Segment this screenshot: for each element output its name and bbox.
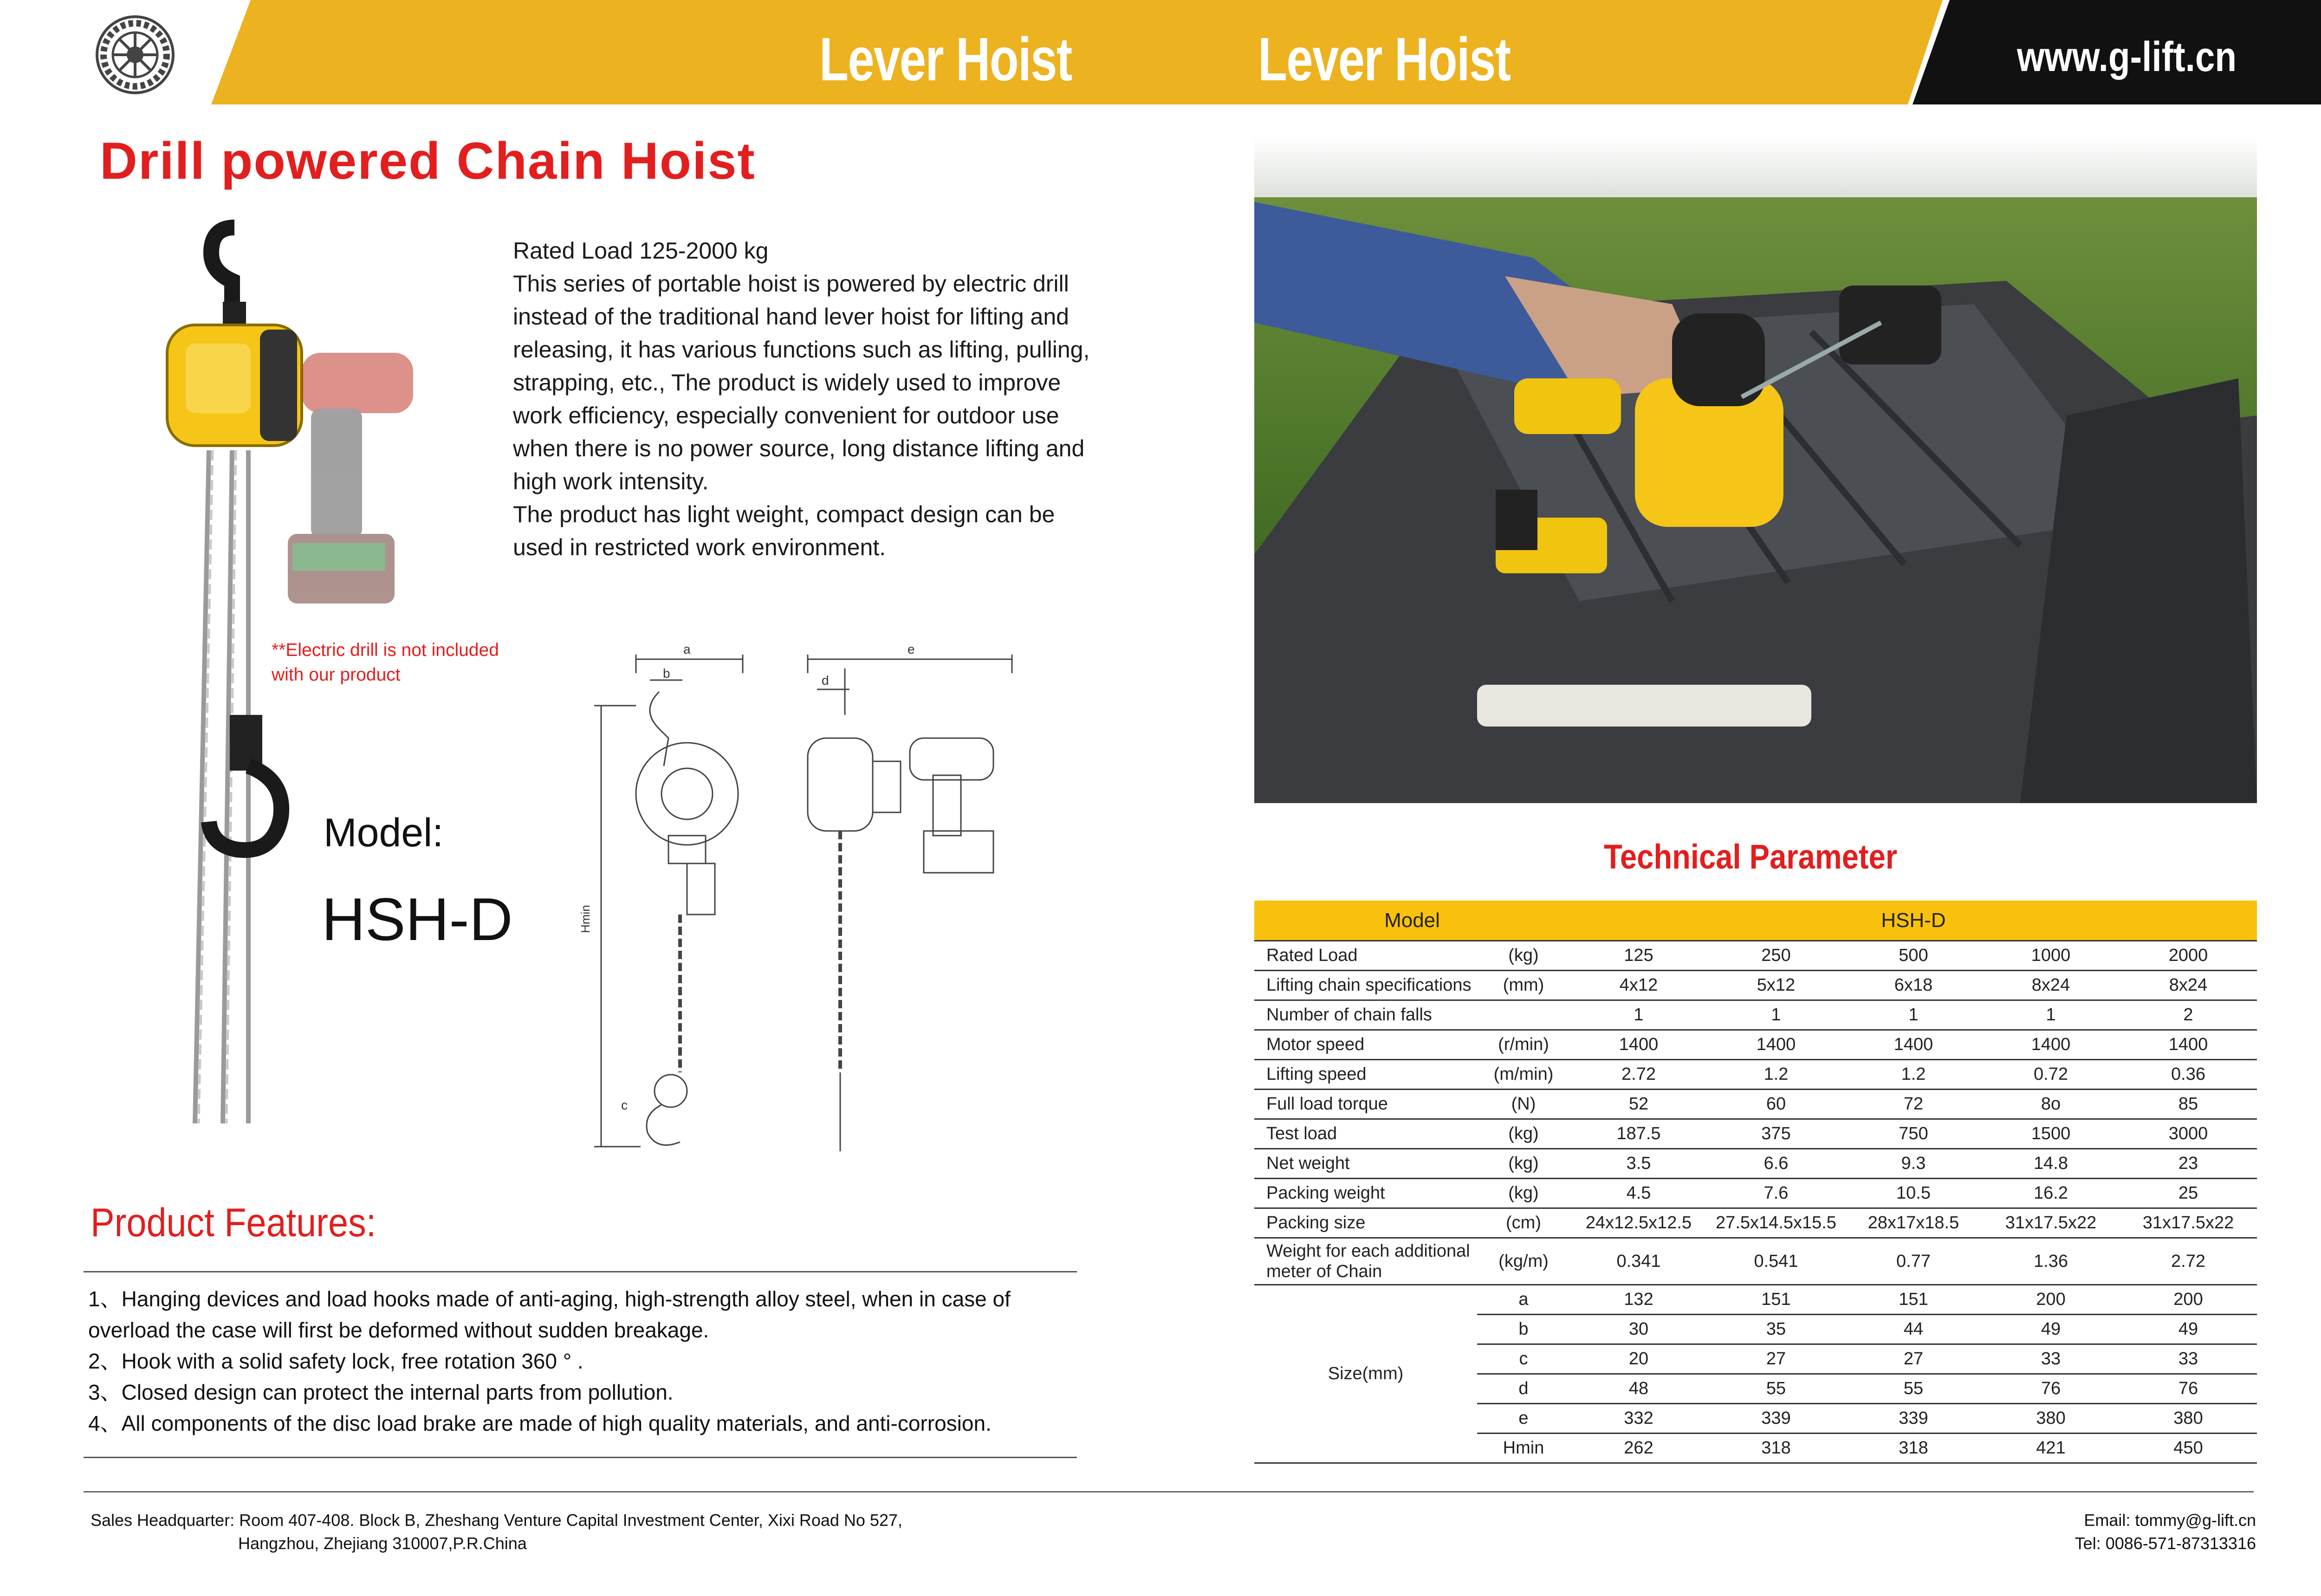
footer-address [91,1509,902,1555]
table-cell: 6x18 [1845,971,1982,1000]
table-cell: 28x17x18.5 [1845,1208,1982,1238]
product-title: Drill powered Chain Hoist [100,132,756,190]
table-row [1254,1119,2257,1149]
table-cell: 0.341 [1570,1238,1707,1285]
size-dimension: c [1477,1344,1570,1374]
table-cell: 125 [1570,941,1707,971]
table-cell: 9.3 [1845,1149,1982,1179]
table-cell: 33 [2120,1344,2257,1374]
row-unit [1477,1000,1570,1030]
table-cell: 1500 [1982,1119,2120,1149]
table-cell: 318 [1845,1434,1982,1463]
table-row [1254,971,2257,1000]
table-cell: 450 [2120,1434,2257,1463]
dimension-drawing [576,645,1044,1161]
table-cell: 76 [1982,1374,2120,1404]
table-cell: 1400 [1982,1030,2120,1060]
table-cell: 750 [1845,1119,1982,1149]
row-label: Packing size [1254,1208,1477,1238]
table-cell: 8o [1982,1090,2120,1119]
table-cell: 200 [1982,1285,2120,1315]
header-title-right: Lever Hoist [1258,25,1511,93]
size-dimension: b [1477,1315,1570,1344]
table-cell: 48 [1570,1374,1707,1404]
table-cell: 25 [2120,1179,2257,1208]
table-cell: 72 [1845,1090,1982,1119]
table-cell: 0.77 [1845,1238,1982,1285]
description-paragraph: This series of portable hoist is powered by electric drill instead of the traditional hand lever hoist for lifting and releasing, it has various functions such as lifting, pulling, strapping, etc., The product is widely used to improve work efficiency, especially convenient for outdoor use when there is no power source, long distance lifting and high work intensity. [513,271,1090,494]
table-cell: 10.5 [1845,1179,1982,1208]
address-line: Sales Headquarter: Room 407-408. Block B, Zheshang Venture Capital Investment Center, Xixi Road No 527, [91,1511,902,1530]
row-unit: (r/min) [1477,1030,1570,1060]
row-label: Lifting speed [1254,1060,1477,1090]
table-cell: 2 [2120,1000,2257,1030]
table-cell: 0.541 [1707,1238,1845,1285]
dim-label-b: b [663,666,670,681]
row-unit: (kg) [1477,1149,1570,1179]
table-cell: 187.5 [1570,1119,1707,1149]
address-line: Hangzhou, Zhejiang 310007,P.R.China [238,1534,527,1553]
table-cell: 20 [1570,1344,1707,1374]
row-label: Number of chain falls [1254,1000,1477,1030]
table-cell: 132 [1570,1285,1707,1315]
table-cell: 8x24 [1982,971,2120,1000]
table-cell: 4.5 [1570,1179,1707,1208]
table-cell: 151 [1707,1285,1845,1315]
feature-item: 2、Hook with a solid safety lock, free rotation 360 ° . [88,1349,583,1373]
table-cell: 33 [1982,1344,2120,1374]
table-cell: 52 [1570,1090,1707,1119]
footer-divider [84,1491,2254,1492]
table-cell: 421 [1982,1434,2120,1463]
row-label: Rated Load [1254,941,1477,971]
size-label: Size(mm) [1254,1285,1477,1463]
table-cell: 1 [1707,1000,1845,1030]
table-cell: 151 [1845,1285,1982,1315]
features-title: Product Features: [91,1200,376,1245]
table-cell: 1400 [2120,1030,2257,1060]
row-unit: (kg/m) [1477,1238,1570,1285]
row-unit: (mm) [1477,971,1570,1000]
dim-label-d: d [822,673,829,688]
table-cell: 8x24 [2120,971,2257,1000]
table-cell: 1.2 [1707,1060,1845,1090]
application-photo [1254,137,2257,803]
table-row [1254,1208,2257,1238]
table-cell: 2.72 [2120,1238,2257,1285]
table-cell: 375 [1707,1119,1845,1149]
table-cell: 27.5x14.5x15.5 [1707,1208,1845,1238]
table-cell: 2000 [2120,941,2257,971]
table-cell: 500 [1845,941,1982,971]
features-divider-bottom [84,1457,1077,1458]
table-cell: 1.2 [1845,1060,1982,1090]
row-label: Packing weight [1254,1179,1477,1208]
table-cell: 7.6 [1707,1179,1845,1208]
table-cell: 380 [1982,1404,2120,1434]
table-row [1254,1238,2257,1285]
feature-item: 4、All components of the disc load brake are made of high quality materials, and anti-corrosion. [88,1411,992,1435]
table-cell: 14.8 [1982,1149,2120,1179]
table-cell: 27 [1845,1344,1982,1374]
drill-note [272,638,532,687]
footer-contact [1991,1509,2256,1555]
table-cell: 16.2 [1982,1179,2120,1208]
table-row [1254,1285,2257,1315]
header-model: Model [1254,901,1570,941]
row-label: Lifting chain specifications [1254,971,1477,1000]
feature-item: 1、Hanging devices and load hooks made of anti-aging, high-strength alloy steel, when in case of overload the case will first be deformed without sudden breakage. [88,1287,1011,1342]
table-cell: 1400 [1570,1030,1707,1060]
header-title-left: Lever Hoist [819,25,1072,93]
table-cell: 380 [2120,1404,2257,1434]
table-cell: 55 [1707,1374,1845,1404]
table-cell: 1000 [1982,941,2120,971]
size-dimension: a [1477,1285,1570,1315]
table-cell: 30 [1570,1315,1707,1344]
table-cell: 35 [1707,1315,1845,1344]
row-unit: (m/min) [1477,1060,1570,1090]
size-dimension: d [1477,1374,1570,1404]
table-header-row [1254,901,2257,941]
table-cell: 250 [1707,941,1845,971]
contact-email[interactable]: Email: tommy@g-lift.cn [2084,1511,2256,1530]
model-value: HSH-D [322,885,513,953]
row-label-line: meter of Chain [1266,1262,1382,1281]
row-label-line: Weight for each additional [1266,1241,1470,1261]
table-cell: 49 [2120,1315,2257,1344]
parameter-table [1254,901,2257,1464]
features-list [88,1284,1086,1439]
model-label: Model: [324,811,444,855]
dim-label-hmin: Hmin [578,905,592,933]
table-cell: 1.36 [1982,1238,2120,1285]
table-row [1254,941,2257,971]
drill-note-line: with our product [272,665,401,685]
table-cell: 23 [2120,1149,2257,1179]
technical-parameter-title: Technical Parameter [1604,837,1898,876]
row-unit: (kg) [1477,1119,1570,1149]
table-cell: 44 [1845,1315,1982,1344]
table-cell: 27 [1707,1344,1845,1374]
dim-label-a: a [683,645,691,656]
table-row [1254,1179,2257,1208]
table-cell: 31x17.5x22 [1982,1208,2120,1238]
row-unit: (N) [1477,1090,1570,1119]
table-row [1254,1090,2257,1119]
table-cell: 1400 [1845,1030,1982,1060]
dim-label-e: e [908,645,915,656]
table-cell: 318 [1707,1434,1845,1463]
table-cell: 0.72 [1982,1060,2120,1090]
row-unit: (kg) [1477,941,1570,971]
row-label: Full load torque [1254,1090,1477,1119]
row-label [1254,1238,1477,1285]
size-dimension: e [1477,1404,1570,1434]
table-cell: 1 [1845,1000,1982,1030]
header-band [0,0,2321,108]
table-cell: 5x12 [1707,971,1845,1000]
table-cell: 262 [1570,1434,1707,1463]
size-dimension: Hmin [1477,1434,1570,1463]
table-cell: 55 [1845,1374,1982,1404]
table-cell: 3.5 [1570,1149,1707,1179]
feature-item: 3、Closed design can protect the internal parts from pollution. [88,1380,674,1404]
drill-note-line: **Electric drill is not included [272,640,499,660]
table-cell: 0.36 [2120,1060,2257,1090]
company-logo [95,15,175,95]
table-cell: 3000 [2120,1119,2257,1149]
table-cell: 85 [2120,1090,2257,1119]
rated-load-text: Rated Load 125-2000 kg [513,238,769,264]
table-cell: 339 [1707,1404,1845,1434]
row-label: Test load [1254,1119,1477,1149]
features-divider-top [84,1271,1077,1272]
description-paragraph: The product has light weight, compact design can be used in restricted work environment. [513,501,1055,560]
table-cell: 76 [2120,1374,2257,1404]
table-row [1254,1149,2257,1179]
header-model-value: HSH-D [1570,901,2257,941]
row-label: Net weight [1254,1149,1477,1179]
product-description [513,234,1098,564]
table-cell: 24x12.5x12.5 [1570,1208,1707,1238]
table-row [1254,1030,2257,1060]
table-cell: 2.72 [1570,1060,1707,1090]
dim-label-c: c [621,1098,628,1112]
table-cell: 31x17.5x22 [2120,1208,2257,1238]
table-cell: 1 [1570,1000,1707,1030]
contact-phone: Tel: 0086-571-87313316 [2075,1534,2256,1553]
table-cell: 60 [1707,1090,1845,1119]
table-cell: 49 [1982,1315,2120,1344]
table-row [1254,1000,2257,1030]
table-cell: 4x12 [1570,971,1707,1000]
row-unit: (kg) [1477,1179,1570,1208]
table-cell: 1 [1982,1000,2120,1030]
website-link[interactable]: www.g-lift.cn [2017,34,2237,80]
table-cell: 339 [1845,1404,1982,1434]
table-row [1254,1060,2257,1090]
table-cell: 332 [1570,1404,1707,1434]
table-cell: 6.6 [1707,1149,1845,1179]
row-unit: (cm) [1477,1208,1570,1238]
table-cell: 200 [2120,1285,2257,1315]
table-cell: 1400 [1707,1030,1845,1060]
row-label: Motor speed [1254,1030,1477,1060]
